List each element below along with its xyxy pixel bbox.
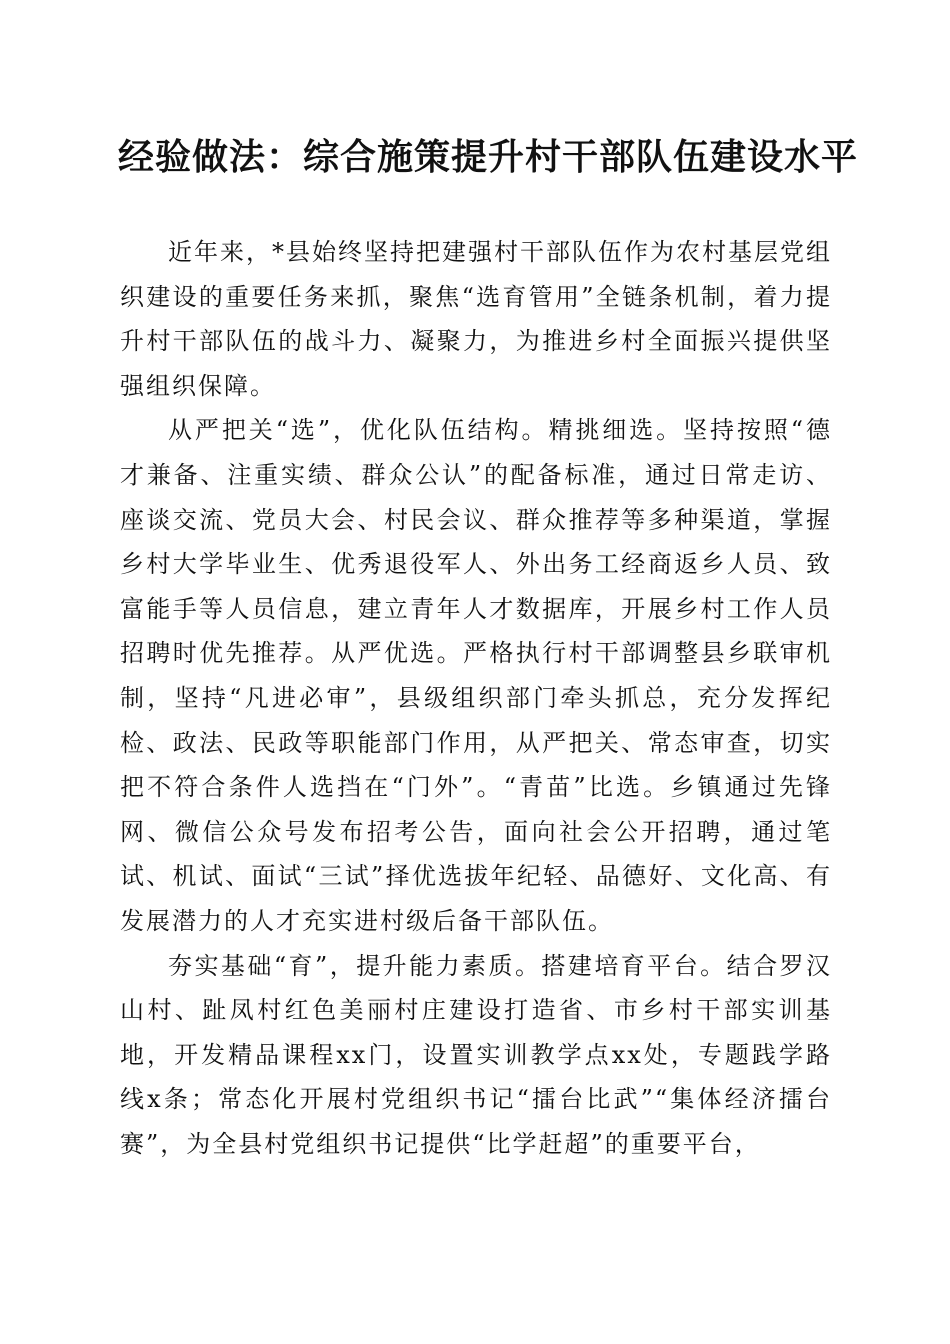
document-title: 经验做法：综合施策提升村干部队伍建设水平 [118, 137, 859, 178]
paragraph-intro: 近年来，*县始终坚持把建强村干部队伍作为农村基层党组织建设的重要任务来抓，聚焦“选育管用”全链条机制，着力提升村干部队伍的战斗力、凝聚力，为推进乡村全面振兴提供坚强组织保障。 [120, 238, 832, 400]
document-body [120, 230, 832, 1166]
paragraph-selection: 从严把关“选”，优化队伍结构。精挑细选。坚持按照“德才兼备、注重实绩、群众公认”的配备标准，通过日常走访、座谈交流、党员大会、村民会议、群众推荐等多种渠道，掌握乡村大学毕业生、优秀退役军人、外出务工经商返乡人员、致富能手等人员信息，建立青年人才数据库，开展乡村工作人员招聘时优先推荐。从严优选。严格执行村干部调整县乡联审机制，坚持“凡进必审”，县级组织部门牵头抓总，充分发挥纪检、政法、民政等职能部门作用，从严把关、常态审查，切实把不符合条件人选挡在“门外”。“青苗”比选。乡镇通过先锋网、微信公众号发布招考公告，面向社会公开招聘，通过笔试、机试、面试“三试”择优选拔年纪轻、品德好、文化高、有发展潜力的人才充实进村级后备干部队伍。 [120, 416, 832, 935]
paragraph-training: 夯实基础“育”，提升能力素质。搭建培育平台。结合罗汉山村、趾凤村红色美丽村庄建设打造省、市乡村干部实训基地，开发精品课程xx门，设置实训教学点xx处，专题践学路线x条；常态化开展村党组织书记“擂台比武”“集体经济擂台赛”，为全县村党组织书记提供“比学赶超”的重要平台， [120, 951, 832, 1158]
